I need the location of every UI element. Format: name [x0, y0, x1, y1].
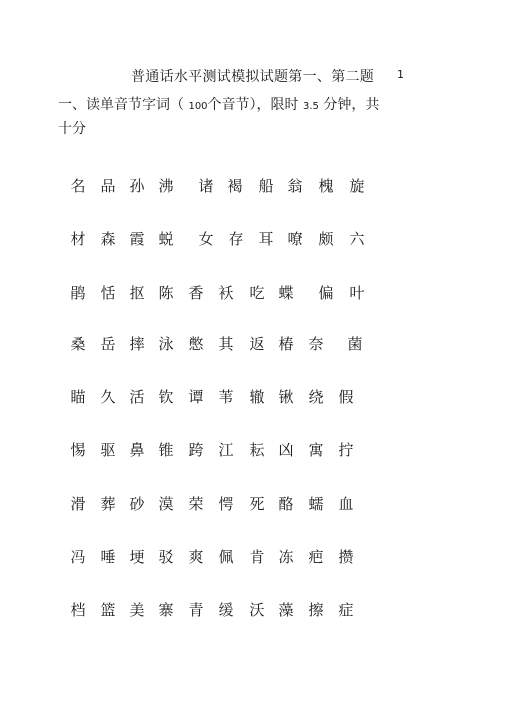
syllable-character: 蝶 — [278, 284, 294, 302]
character-row — [0, 228, 505, 250]
syllable-character: 沸 — [158, 177, 174, 195]
syllable-character: 滑 — [70, 495, 86, 513]
syllable-character: 钦 — [158, 388, 174, 406]
syllable-character: 疤 — [308, 548, 324, 566]
syllable-character: 肯 — [249, 548, 265, 566]
syllable-character: 绕 — [308, 388, 324, 406]
instruction-part3: ，限时 — [256, 97, 299, 113]
syllable-character: 血 — [338, 495, 354, 513]
syllable-character: 荣 — [188, 495, 204, 513]
syllable-character: 冯 — [70, 548, 86, 566]
syllable-character: 抠 — [129, 284, 145, 302]
syllable-character: 佩 — [218, 548, 234, 566]
syllable-character: 颇 — [318, 230, 334, 248]
character-row — [0, 493, 505, 515]
syllable-character: 孙 — [129, 177, 145, 195]
character-row — [0, 333, 505, 355]
syllable-character: 驳 — [158, 548, 174, 566]
syllable-character: 泳 — [158, 335, 174, 353]
syllable-character: 椿 — [278, 335, 294, 353]
syllable-character: 桑 — [70, 335, 86, 353]
syllable-character: 埂 — [129, 548, 145, 566]
syllable-character: 蠕 — [308, 495, 324, 513]
syllable-character: 摔 — [129, 335, 145, 353]
instruction-part5: 十分 — [58, 121, 86, 137]
syllable-character: 漠 — [158, 495, 174, 513]
character-row — [0, 546, 505, 568]
syllable-character: 偏 — [318, 284, 334, 302]
character-row — [0, 439, 505, 461]
syllable-character: 吃 — [249, 284, 265, 302]
syllable-character: 死 — [249, 495, 265, 513]
syllable-character: 材 — [70, 230, 86, 248]
syllable-character: 耘 — [249, 441, 265, 459]
syllable-character: 槐 — [318, 177, 334, 195]
syllable-character: 女 — [198, 230, 214, 248]
syllable-character: 档 — [70, 601, 86, 619]
syllable-character: 酪 — [278, 495, 294, 513]
syllable-character: 耳 — [258, 230, 274, 248]
syllable-character: 冻 — [278, 548, 294, 566]
syllable-character: 旋 — [349, 177, 365, 195]
syllable-character: 苇 — [218, 388, 234, 406]
syllable-character: 惕 — [70, 441, 86, 459]
syllable-character: 鼻 — [129, 441, 145, 459]
syllable-character: 江 — [218, 441, 234, 459]
syllable-character: 嘹 — [287, 230, 303, 248]
syllable-character: 凶 — [278, 441, 294, 459]
syllable-character: 假 — [338, 388, 354, 406]
syllable-character: 菌 — [347, 335, 363, 353]
syllable-character: 鹃 — [70, 284, 86, 302]
character-row — [0, 386, 505, 408]
syllable-character: 谭 — [188, 388, 204, 406]
syllable-character: 锥 — [158, 441, 174, 459]
syllable-character: 返 — [249, 335, 265, 353]
syllable-character: 瞄 — [70, 388, 86, 406]
syllable-character: 攒 — [338, 548, 354, 566]
syllable-character: 品 — [100, 177, 116, 195]
syllable-character: 陈 — [158, 284, 174, 302]
instruction-part2: 个音节） — [207, 97, 257, 113]
syllable-character: 篮 — [100, 601, 116, 619]
syllable-character: 愕 — [218, 495, 234, 513]
syllable-character: 驱 — [100, 441, 116, 459]
syllable-character: 葬 — [100, 495, 116, 513]
syllable-character: 久 — [100, 388, 116, 406]
syllable-count: 100 — [188, 101, 208, 112]
syllable-character: 青 — [188, 601, 204, 619]
syllable-character: 霞 — [129, 230, 145, 248]
character-row — [0, 282, 505, 304]
syllable-character: 奈 — [308, 335, 324, 353]
syllable-character: 蜕 — [158, 230, 174, 248]
syllable-character: 森 — [100, 230, 116, 248]
instruction-part4: 分钟，共 — [323, 97, 380, 113]
syllable-character: 擦 — [308, 601, 324, 619]
syllable-character: 褐 — [227, 177, 243, 195]
syllable-character: 藻 — [278, 601, 294, 619]
syllable-character: 其 — [218, 335, 234, 353]
syllable-character: 辙 — [249, 388, 265, 406]
syllable-character: 香 — [188, 284, 204, 302]
instruction-part1: 一、读单音节字词（ — [58, 97, 184, 113]
syllable-character: 存 — [228, 230, 244, 248]
syllable-character: 袄 — [218, 284, 234, 302]
page-title: 普通话水平测试模拟试题第一、第二题 — [131, 69, 375, 85]
page-number: 1 — [397, 68, 404, 81]
syllable-character: 名 — [70, 177, 86, 195]
syllable-character: 锹 — [278, 388, 294, 406]
syllable-character: 美 — [129, 601, 145, 619]
syllable-character: 爽 — [188, 548, 204, 566]
character-row — [0, 175, 505, 197]
syllable-character: 沃 — [249, 601, 265, 619]
syllable-character: 翁 — [287, 177, 303, 195]
syllable-character: 船 — [258, 177, 274, 195]
syllable-character: 六 — [349, 230, 365, 248]
character-row — [0, 599, 505, 621]
syllable-character: 活 — [129, 388, 145, 406]
syllable-character: 恬 — [100, 284, 116, 302]
syllable-character: 寓 — [308, 441, 324, 459]
syllable-character: 憋 — [188, 335, 204, 353]
syllable-character: 寨 — [158, 601, 174, 619]
syllable-character: 诸 — [198, 177, 214, 195]
syllable-character: 症 — [338, 601, 354, 619]
syllable-character: 叶 — [349, 284, 365, 302]
syllable-character: 跨 — [188, 441, 204, 459]
syllable-character: 岳 — [100, 335, 116, 353]
time-limit: 3.5 — [303, 101, 319, 112]
syllable-character: 缓 — [218, 601, 234, 619]
syllable-character: 拧 — [338, 441, 354, 459]
syllable-character: 砂 — [129, 495, 145, 513]
syllable-character: 唾 — [100, 548, 116, 566]
